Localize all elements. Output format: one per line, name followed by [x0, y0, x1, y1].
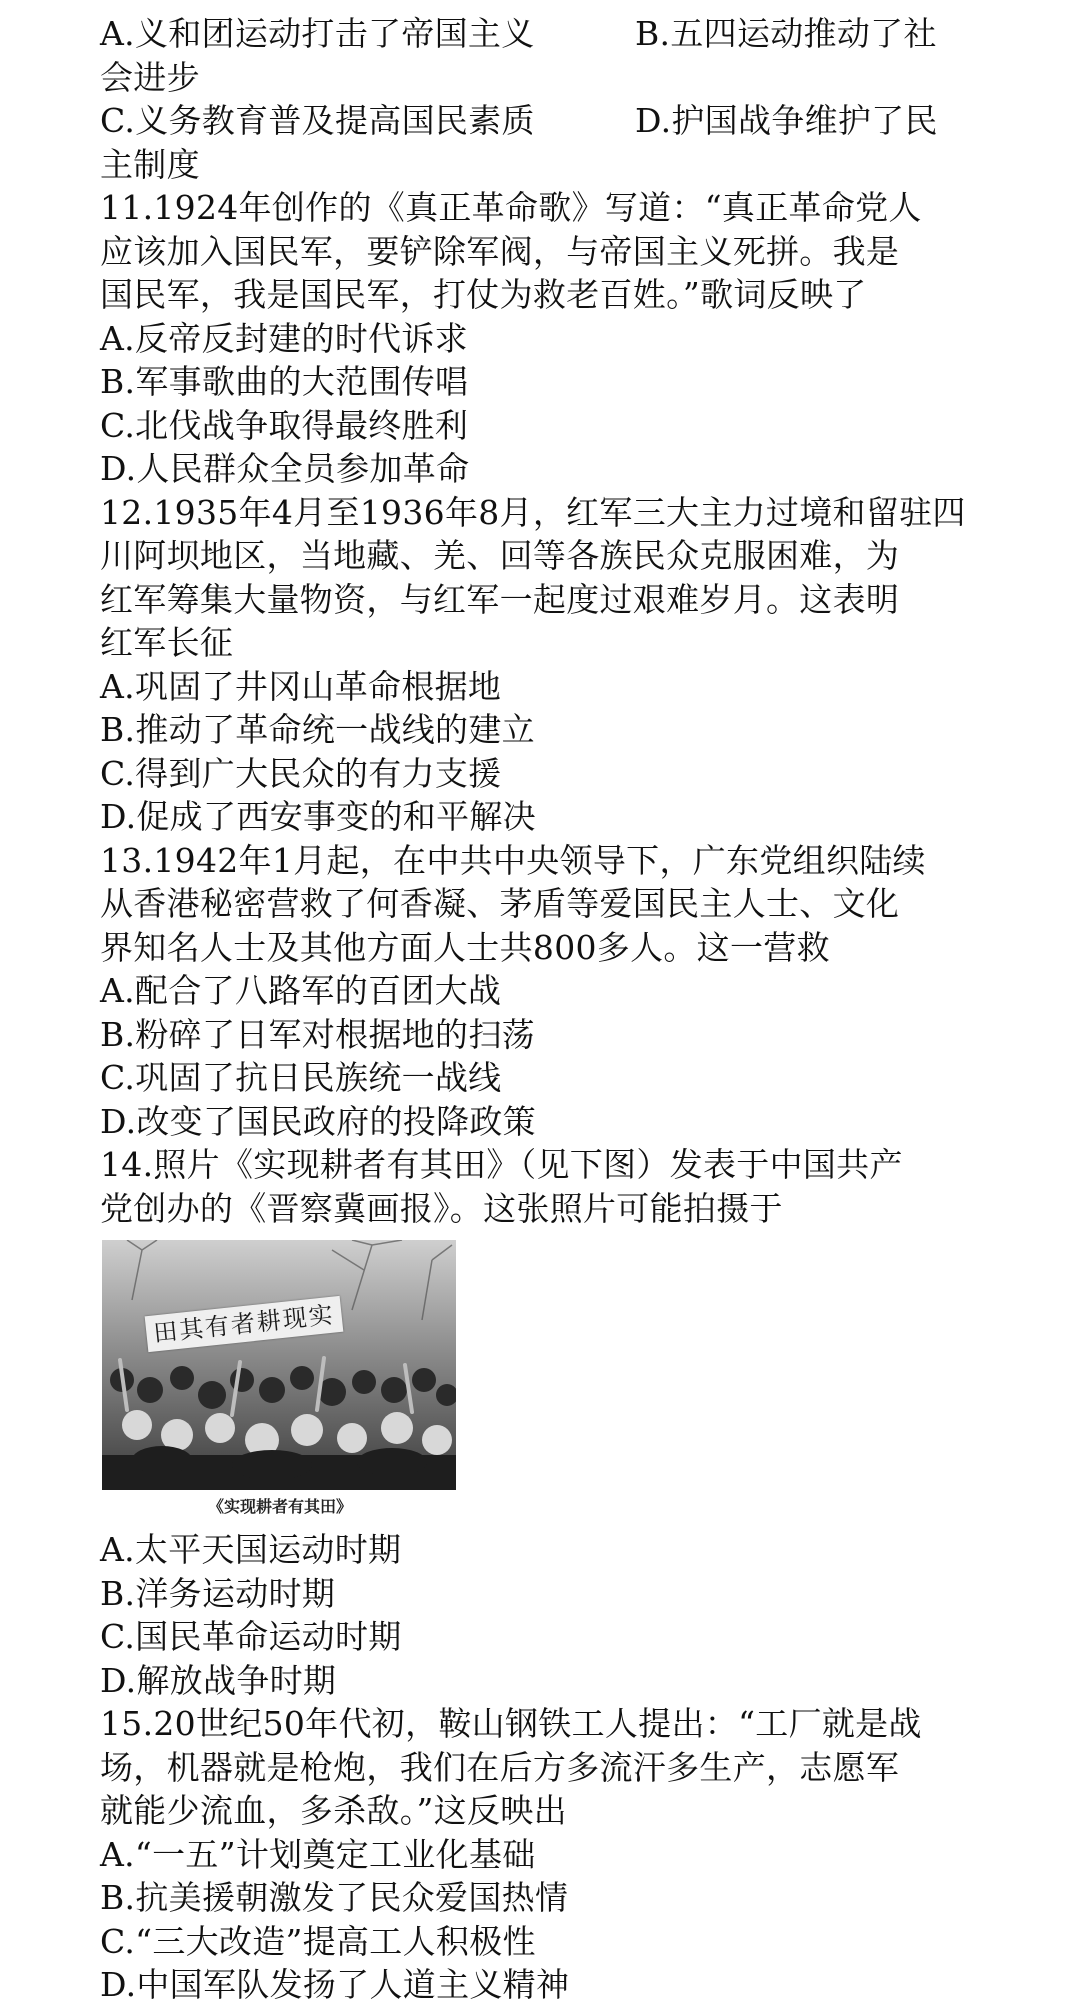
q13-option-d: D.改变了国民政府的投降政策	[100, 1101, 536, 1141]
q11-stem-line: 11.1924年创作的《真正革命歌》写道：“真正革命党人	[100, 188, 922, 227]
q10-option-row-2	[100, 99, 990, 143]
q14-option-b: B.洋务运动时期	[100, 1573, 336, 1613]
q11-option-c: C.北伐战争取得最终胜利	[100, 405, 469, 445]
q12-option-c: C.得到广大民众的有力支援	[100, 753, 502, 793]
q13-option-c: C.巩固了抗日民族统一战线	[100, 1058, 502, 1097]
q13-stem-line: 从香港秘密营救了何香凝、茅盾等爱国民主人士、文化	[100, 884, 900, 923]
q11-option-a: A.反帝反封建的时代诉求	[100, 318, 468, 358]
q12-stem-line: 红军筹集大量物资，与红军一起度过艰难岁月。这表明	[100, 579, 900, 619]
q15-stem-line: 15.20世纪50年代初，鞍山钢铁工人提出：“工厂就是战	[100, 1704, 922, 1743]
photo-banner-slogan: 田其有者耕现实	[145, 1296, 344, 1352]
q15-option-d: D.中国军队发扬了人道主义精神	[100, 1965, 570, 2004]
land-reform-photo	[102, 1240, 456, 1490]
q13-option-a: A.配合了八路军的百团大战	[100, 971, 502, 1010]
q14-figure	[100, 1240, 990, 1528]
q10-option-row-1	[100, 12, 990, 56]
q12-stem-line: 川阿坝地区，当地藏、羌、回等各族民众克服困难，为	[100, 536, 900, 575]
q11-stem-line: 应该加入国民军，要铲除军阀，与帝国主义死拼。我是	[100, 231, 900, 271]
exam-page	[100, 0, 990, 2007]
q13-stem-line: 界知名人士及其他方面人士共800多人。这一营救	[100, 927, 830, 967]
q12-stem-line: 红军长征	[100, 623, 234, 662]
q10-option-d: D.护国战争维护了民	[635, 101, 938, 140]
q14-stem-line: 14.照片《实现耕者有其田》（见下图）发表于中国共产	[100, 1145, 903, 1184]
q14-option-d: D.解放战争时期	[100, 1660, 337, 1700]
q10-option-b-continued: 会进步	[100, 57, 200, 97]
q15-stem-line: 场，机器就是枪炮，我们在后方多流汗多生产，志愿军	[100, 1747, 900, 1787]
q12-option-b: B.推动了革命统一战线的建立	[100, 710, 535, 749]
q10-option-a: A.义和团运动打击了帝国主义	[100, 14, 535, 53]
q13-stem-line: 13.1942年1月起，在中共中央领导下，广东党组织陆续	[100, 840, 926, 880]
q14-stem-line: 党创办的《晋察冀画报》。这张照片可能拍摄于	[100, 1188, 783, 1228]
q13-option-b: B.粉碎了日军对根据地的扫荡	[100, 1014, 535, 1054]
q15-option-a: A.“一五”计划奠定工业化基础	[100, 1834, 536, 1874]
crowd-photo-image	[102, 1240, 456, 1490]
q14-option-c: C.国民革命运动时期	[100, 1617, 402, 1656]
q10-option-d-continued: 主制度	[100, 144, 200, 184]
q10-option-b: B.五四运动推动了社	[635, 14, 937, 53]
q12-option-a: A.巩固了井冈山革命根据地	[100, 666, 502, 706]
q12-stem-line: 12.1935年4月至1936年8月，红军三大主力过境和留驻四	[100, 492, 966, 532]
cropped-top-line	[100, 0, 990, 12]
q14-option-a: A.太平天国运动时期	[100, 1530, 402, 1569]
q15-option-b: B.抗美援朝激发了民众爱国热情	[100, 1878, 569, 1917]
q11-option-d: D.人民群众全员参加革命	[100, 449, 470, 488]
q15-option-c: C.“三大改造”提高工人积极性	[100, 1921, 536, 1961]
q11-stem-line: 国民军，我是国民军，打仗为救老百姓。”歌词反映了	[100, 275, 867, 314]
q10-option-c: C.义务教育普及提高国民素质	[100, 101, 535, 140]
q12-option-d: D.促成了西安事变的和平解决	[100, 797, 536, 836]
q15-stem-line: 就能少流血，多杀敌。”这反映出	[100, 1791, 567, 1830]
q11-option-b: B.军事歌曲的大范围传唱	[100, 362, 469, 401]
photo-caption: 《实现耕者有其田》	[207, 1497, 352, 1516]
